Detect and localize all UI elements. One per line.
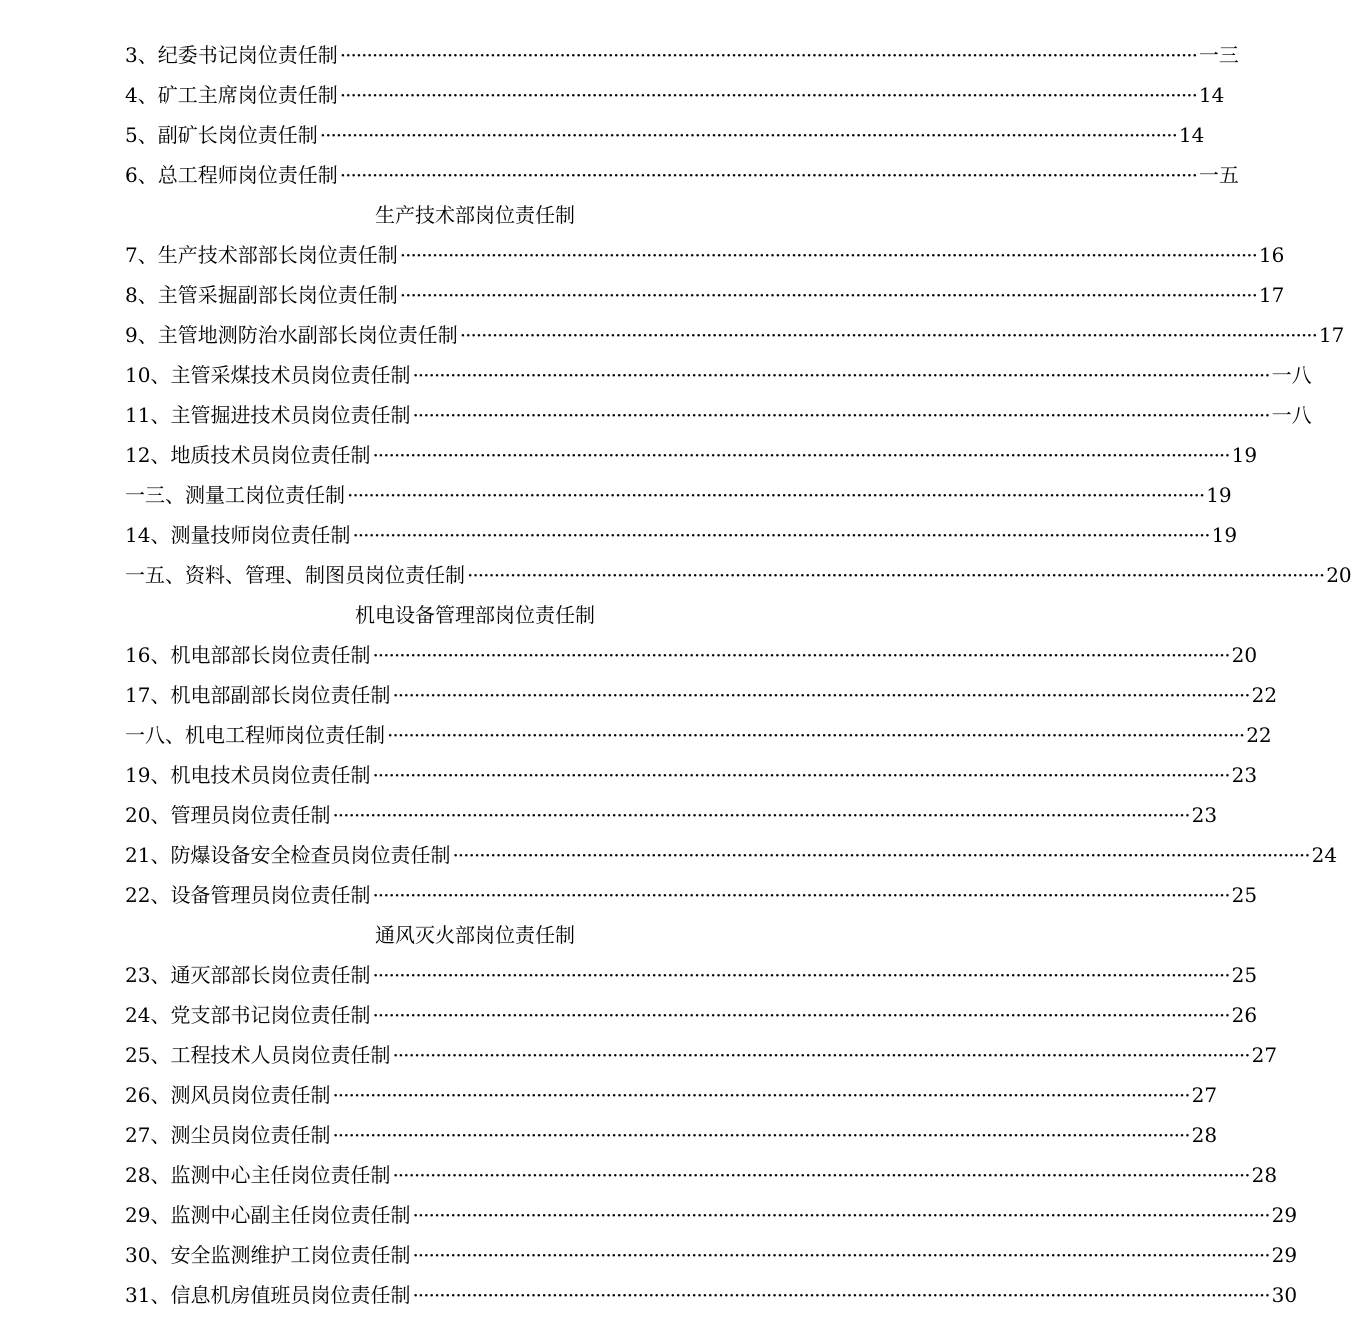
toc-entry-title: 一八、机电工程师岗位责任制 [125, 723, 385, 747]
toc-entry-page: 一八 [1271, 363, 1312, 387]
toc-leader-dots: ································································································································································ [319, 123, 1177, 147]
toc-entry-page: 一五 [1198, 163, 1239, 187]
toc-entry[interactable] [125, 395, 1312, 435]
toc-entry-title: 3、纪委书记岗位责任制 [125, 43, 338, 67]
toc-leader-dots: ································································································································································ [392, 1163, 1250, 1187]
toc-entry-page: 29 [1271, 1243, 1298, 1267]
toc-leader-dots: ································································································································································ [399, 243, 1257, 267]
toc-entry-title: 26、测风员岗位责任制 [125, 1083, 331, 1107]
toc-entry[interactable] [125, 475, 1232, 515]
toc-entry-page: 17 [1318, 323, 1345, 347]
toc-leader-dots: ································································································································································ [412, 1243, 1270, 1267]
toc-leader-dots: ································································································································································ [372, 1003, 1230, 1027]
toc-entry-title: 25、工程技术人员岗位责任制 [125, 1043, 391, 1067]
toc-leader-dots: ································································································································································ [352, 523, 1210, 547]
toc-entry-title: 6、总工程师岗位责任制 [125, 163, 338, 187]
toc-entry[interactable] [125, 795, 1218, 835]
toc-entry[interactable] [125, 555, 1352, 595]
toc-entry[interactable] [125, 315, 1345, 355]
toc-entry[interactable] [125, 1115, 1218, 1155]
toc-entry-title: 20、管理员岗位责任制 [125, 803, 331, 827]
toc-entry[interactable] [125, 875, 1258, 915]
toc-entry-page: 26 [1231, 1003, 1258, 1027]
toc-entry-page: 20 [1231, 643, 1258, 667]
toc-entry-title: 27、测尘员岗位责任制 [125, 1123, 331, 1147]
toc-leader-dots: ································································································································································ [412, 363, 1270, 387]
toc-leader-dots: ································································································································································ [372, 443, 1230, 467]
section-heading-electromechanical: 机电设备管理部岗位责任制 [355, 603, 595, 627]
toc-leader-dots: ································································································································································ [399, 283, 1257, 307]
toc-entry-page: 17 [1258, 283, 1285, 307]
toc-entry[interactable] [125, 155, 1239, 195]
toc-entry-title: 21、防爆设备安全检查员岗位责任制 [125, 843, 451, 867]
toc-entry[interactable] [125, 1275, 1298, 1315]
toc-entry-page: 20 [1326, 563, 1352, 587]
toc-entry[interactable] [125, 675, 1278, 715]
toc-entry-title: 31、信息机房值班员岗位责任制 [125, 1283, 411, 1307]
toc-entry-page: 22 [1246, 723, 1272, 747]
toc-entry-page: 一八 [1271, 403, 1312, 427]
toc-leader-dots: ································································································································································ [392, 1043, 1250, 1067]
toc-entry-title: 28、监测中心主任岗位责任制 [125, 1163, 391, 1187]
toc-entry-page: 23 [1191, 803, 1218, 827]
toc-entry-title: 11、主管掘进技术员岗位责任制 [125, 403, 411, 427]
toc-leader-dots: ································································································································································ [339, 83, 1197, 107]
toc-leader-dots: ································································································································································ [467, 563, 1325, 587]
toc-entry[interactable] [125, 635, 1258, 675]
toc-entry-page: 25 [1231, 963, 1258, 987]
toc-leader-dots: ································································································································································ [459, 323, 1317, 347]
toc-leader-dots: ································································································································································ [372, 883, 1230, 907]
toc-entry[interactable] [125, 955, 1258, 995]
toc-leader-dots: ································································································································································ [372, 963, 1230, 987]
toc-entry-page: 24 [1311, 843, 1338, 867]
toc-entry[interactable] [125, 515, 1238, 555]
toc-entry[interactable] [125, 995, 1258, 1035]
section-heading-ventilation: 通风灭火部岗位责任制 [375, 923, 575, 947]
toc-entry-title: 12、地质技术员岗位责任制 [125, 443, 371, 467]
toc-leader-dots: ································································································································································ [339, 43, 1197, 67]
toc-leader-dots: ································································································································································ [412, 1283, 1270, 1307]
toc-entry-title: 17、机电部副部长岗位责任制 [125, 683, 391, 707]
toc-entry-title: 10、主管采煤技术员岗位责任制 [125, 363, 411, 387]
toc-entry[interactable] [125, 75, 1225, 115]
toc-entry[interactable] [125, 435, 1258, 475]
toc-entry-title: 19、机电技术员岗位责任制 [125, 763, 371, 787]
toc-leader-dots: ································································································································································ [332, 1123, 1190, 1147]
toc-entry-title: 16、机电部部长岗位责任制 [125, 643, 371, 667]
toc-leader-dots: ································································································································································ [412, 403, 1270, 427]
toc-entry-page: 22 [1251, 683, 1278, 707]
toc-entry[interactable] [125, 355, 1312, 395]
toc-entry-title: 23、通灭部部长岗位责任制 [125, 963, 371, 987]
toc-entry-title: 29、监测中心副主任岗位责任制 [125, 1203, 411, 1227]
toc-entry-page: 27 [1191, 1083, 1218, 1107]
toc-entry-title: 4、矿工主席岗位责任制 [125, 83, 338, 107]
toc-entry-title: 24、党支部书记岗位责任制 [125, 1003, 371, 1027]
toc-leader-dots: ································································································································································ [339, 163, 1197, 187]
toc-entry[interactable] [125, 1195, 1298, 1235]
toc-entry[interactable] [125, 35, 1239, 75]
toc-entry[interactable] [125, 1075, 1218, 1115]
toc-entry-title: 22、设备管理员岗位责任制 [125, 883, 371, 907]
toc-leader-dots: ································································································································································ [332, 803, 1190, 827]
section-heading-production: 生产技术部岗位责任制 [375, 203, 575, 227]
toc-entry[interactable] [125, 755, 1258, 795]
toc-leader-dots: ································································································································································ [332, 1083, 1190, 1107]
toc-entry-title: 9、主管地测防治水副部长岗位责任制 [125, 323, 458, 347]
toc-entry[interactable] [125, 235, 1285, 275]
toc-entry-title: 14、测量技师岗位责任制 [125, 523, 351, 547]
toc-leader-dots: ································································································································································ [372, 643, 1230, 667]
toc-entry-title: 5、副矿长岗位责任制 [125, 123, 318, 147]
toc-entry[interactable] [125, 715, 1272, 755]
toc-entry-title: 7、生产技术部部长岗位责任制 [125, 243, 398, 267]
toc-entry-page: 29 [1271, 1203, 1298, 1227]
toc-entry[interactable] [125, 1035, 1278, 1075]
toc-entry[interactable] [125, 115, 1205, 155]
toc-entry[interactable] [125, 275, 1285, 315]
toc-entry-title: 一五、资料、管理、制图员岗位责任制 [125, 563, 465, 587]
toc-entry-page: 30 [1271, 1283, 1298, 1307]
toc-entry-page: 14 [1198, 83, 1225, 107]
toc-entry-page: 25 [1231, 883, 1258, 907]
toc-entry-page: 23 [1231, 763, 1258, 787]
toc-entry-page: 16 [1258, 243, 1285, 267]
toc-leader-dots: ································································································································································ [387, 723, 1245, 747]
toc-entry-page: 一三 [1198, 43, 1239, 67]
toc-entry-page: 28 [1191, 1123, 1218, 1147]
toc-leader-dots: ································································································································································ [392, 683, 1250, 707]
toc-entry-page: 19 [1206, 483, 1232, 507]
toc-entry-title: 30、安全监测维护工岗位责任制 [125, 1243, 411, 1267]
toc-leader-dots: ································································································································································ [412, 1203, 1270, 1227]
toc-leader-dots: ································································································································································ [452, 843, 1310, 867]
toc-entry-page: 27 [1251, 1043, 1278, 1067]
toc-leader-dots: ································································································································································ [347, 483, 1205, 507]
toc-entry-page: 14 [1178, 123, 1205, 147]
toc-entry-page: 28 [1251, 1163, 1278, 1187]
toc-entry-page: 19 [1211, 523, 1238, 547]
toc-leader-dots: ································································································································································ [372, 763, 1230, 787]
toc-entry[interactable] [125, 835, 1338, 875]
toc-entry[interactable] [125, 1235, 1298, 1275]
toc-entry-page: 19 [1231, 443, 1258, 467]
toc-entry-title: 一三、测量工岗位责任制 [125, 483, 345, 507]
toc-entry-title: 8、主管采掘副部长岗位责任制 [125, 283, 398, 307]
toc-entry[interactable] [125, 1155, 1278, 1195]
